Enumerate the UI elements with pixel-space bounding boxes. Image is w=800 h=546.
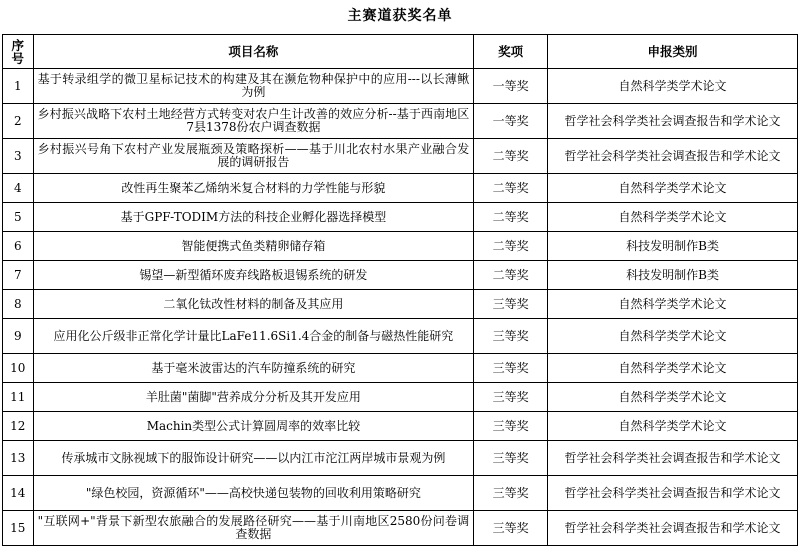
category: 自然科学类学术论文 [548, 290, 798, 319]
project-name: 传承城市文脉视域下的服饰设计研究——以内江市沱江两岸城市景观为例 [33, 441, 474, 476]
table-row [3, 412, 798, 441]
award-level: 三等奖 [474, 290, 548, 319]
header-award: 奖项 [474, 35, 548, 69]
row-number: 3 [3, 139, 34, 174]
row-number: 9 [3, 319, 34, 354]
award-level: 二等奖 [474, 261, 548, 290]
category: 哲学社会科学类社会调查报告和学术论文 [548, 441, 798, 476]
award-level: 三等奖 [474, 412, 548, 441]
page-title: 主赛道获奖名单 [347, 8, 453, 24]
project-name: 基于转录组学的微卫星标记技术的构建及其在濒危物种保护中的应用---以长薄鳅为例 [33, 69, 474, 104]
table-row [3, 139, 798, 174]
project-name: Machin类型公式计算圆周率的效率比较 [33, 412, 474, 441]
table-row [3, 174, 798, 203]
category: 哲学社会科学类社会调查报告和学术论文 [548, 139, 798, 174]
award-level: 三等奖 [474, 441, 548, 476]
category: 自然科学类学术论文 [548, 174, 798, 203]
project-name: 基于毫米波雷达的汽车防撞系统的研究 [33, 354, 474, 383]
row-number: 6 [3, 232, 34, 261]
row-number: 11 [3, 383, 34, 412]
category: 自然科学类学术论文 [548, 319, 798, 354]
table-row [3, 290, 798, 319]
project-name: "互联网+"背景下新型农旅融合的发展路径研究——基于川南地区2580份问卷调查数据 [33, 511, 474, 546]
category: 自然科学类学术论文 [548, 383, 798, 412]
category: 自然科学类学术论文 [548, 354, 798, 383]
project-name: 乡村振兴号角下农村产业发展瓶颈及策略探析——基于川北农村水果产业融合发展的调研报告 [33, 139, 474, 174]
row-number: 7 [3, 261, 34, 290]
table-row [3, 354, 798, 383]
award-table [2, 34, 798, 546]
award-level: 二等奖 [474, 232, 548, 261]
award-level: 二等奖 [474, 139, 548, 174]
project-name: 基于GPF-TODIM方法的科技企业孵化器选择模型 [33, 203, 474, 232]
project-name: 改性再生聚苯乙烯纳米复合材料的力学性能与形貌 [33, 174, 474, 203]
row-number: 10 [3, 354, 34, 383]
table-row [3, 203, 798, 232]
table-header-row [3, 35, 798, 69]
table-row [3, 232, 798, 261]
table-row [3, 261, 798, 290]
award-level: 一等奖 [474, 69, 548, 104]
row-number: 8 [3, 290, 34, 319]
row-number: 1 [3, 69, 34, 104]
project-name: 乡村振兴战略下农村土地经营方式转变对农户生计改善的效应分析--基于西南地区7县1378份农户调查数据 [33, 104, 474, 139]
table-row [3, 476, 798, 511]
category: 哲学社会科学类社会调查报告和学术论文 [548, 476, 798, 511]
row-number: 12 [3, 412, 34, 441]
project-name: 应用化公斤级非正常化学计量比LaFe11.6Si1.4合金的制备与磁热性能研究 [33, 319, 474, 354]
award-level: 三等奖 [474, 354, 548, 383]
category: 哲学社会科学类社会调查报告和学术论文 [548, 104, 798, 139]
award-level: 三等奖 [474, 476, 548, 511]
award-level: 三等奖 [474, 383, 548, 412]
row-number: 13 [3, 441, 34, 476]
table-row [3, 511, 798, 546]
category: 科技发明制作B类 [548, 232, 798, 261]
project-name: 锡望—新型循环废弃线路板退锡系统的研发 [33, 261, 474, 290]
row-number: 5 [3, 203, 34, 232]
row-number: 2 [3, 104, 34, 139]
category: 自然科学类学术论文 [548, 412, 798, 441]
award-level: 二等奖 [474, 203, 548, 232]
award-level: 三等奖 [474, 319, 548, 354]
table-row [3, 69, 798, 104]
table-row [3, 383, 798, 412]
table-row [3, 319, 798, 354]
project-name: "绿色校园，资源循环"——高校快递包装物的回收利用策略研究 [33, 476, 474, 511]
award-level: 三等奖 [474, 511, 548, 546]
table-body [3, 69, 798, 546]
project-name: 羊肚菌"菌脚"营养成分分析及其开发应用 [33, 383, 474, 412]
award-level: 二等奖 [474, 174, 548, 203]
header-no [3, 35, 34, 69]
header-category: 申报类别 [548, 35, 798, 69]
category: 哲学社会科学类社会调查报告和学术论文 [548, 511, 798, 546]
row-number: 4 [3, 174, 34, 203]
project-name: 二氧化钛改性材料的制备及其应用 [33, 290, 474, 319]
category: 科技发明制作B类 [548, 261, 798, 290]
award-level: 一等奖 [474, 104, 548, 139]
table-row [3, 441, 798, 476]
category: 自然科学类学术论文 [548, 69, 798, 104]
header-name: 项目名称 [33, 35, 474, 69]
row-number: 15 [3, 511, 34, 546]
row-number: 14 [3, 476, 34, 511]
header-no-label: 序号 [11, 37, 25, 66]
category: 自然科学类学术论文 [548, 203, 798, 232]
project-name: 智能便携式鱼类精卵储存箱 [33, 232, 474, 261]
table-row [3, 104, 798, 139]
